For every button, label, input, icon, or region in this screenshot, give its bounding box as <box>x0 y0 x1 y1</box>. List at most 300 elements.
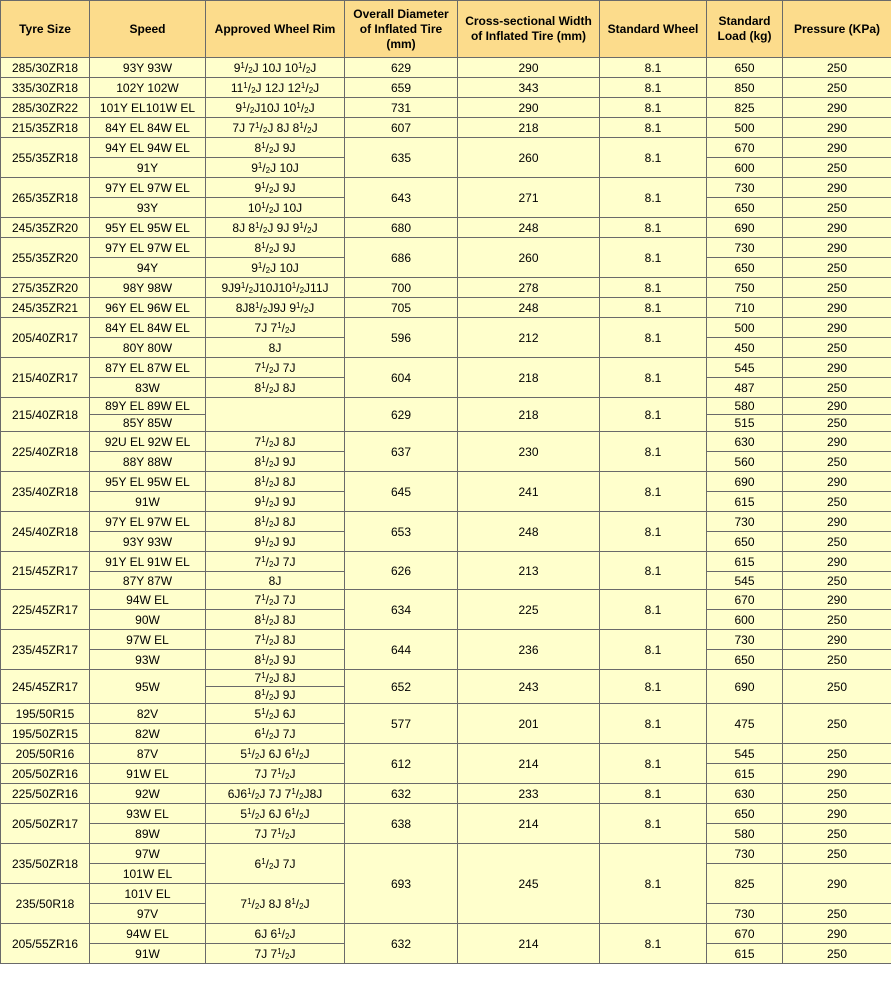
table-row <box>1 924 891 944</box>
cell-diameter: 653 <box>345 512 458 552</box>
table-row <box>1 630 891 650</box>
cell-tyre-size: 225/45ZR17 <box>1 590 90 630</box>
table-row <box>1 178 891 198</box>
cell-rim: $7^1/_2J$ 7J <box>206 590 345 610</box>
cell-rim: 7J $7^1/_2J$ <box>206 318 345 338</box>
cell-load: 615 <box>707 492 783 512</box>
cell-load: 670 <box>707 590 783 610</box>
header-standard-load: Standard Load (kg) <box>707 1 783 58</box>
cell-pressure: 250 <box>783 944 891 964</box>
cell-speed: 95Y EL 95W EL <box>90 472 206 492</box>
cell-width: 214 <box>458 924 600 964</box>
cell-speed: 94Y <box>90 258 206 278</box>
cell-load: 450 <box>707 338 783 358</box>
cell-speed: 96Y EL 96W EL <box>90 298 206 318</box>
cell-pressure: 250 <box>783 158 891 178</box>
cell-load: 670 <box>707 138 783 158</box>
cell-pressure: 290 <box>783 318 891 338</box>
table-row <box>1 704 891 724</box>
cell-tyre-size: 245/45ZR17 <box>1 670 90 704</box>
cell-wheel: 8.1 <box>600 630 707 670</box>
cell-pressure: 250 <box>783 532 891 552</box>
cell-pressure: 290 <box>783 98 891 118</box>
cell-wheel: 8.1 <box>600 472 707 512</box>
cell-rim: $9^1/_2J$ 10J <box>206 158 345 178</box>
cell-wheel: 8.1 <box>600 432 707 472</box>
header-standard-wheel: Standard Wheel <box>600 1 707 58</box>
cell-width: 218 <box>458 358 600 398</box>
cell-width: 248 <box>458 298 600 318</box>
cell-pressure: 290 <box>783 218 891 238</box>
cell-speed: 91W <box>90 492 206 512</box>
cell-load: 730 <box>707 904 783 924</box>
cell-pressure: 250 <box>783 415 891 432</box>
table-row <box>1 670 891 687</box>
cell-diameter: 612 <box>345 744 458 784</box>
cell-tyre-size: 205/50ZR17 <box>1 804 90 844</box>
cell-tyre-size: 215/35ZR18 <box>1 118 90 138</box>
cell-speed: 85Y 85W <box>90 415 206 432</box>
cell-load: 580 <box>707 398 783 415</box>
cell-pressure: 290 <box>783 630 891 650</box>
cell-wheel: 8.1 <box>600 512 707 552</box>
cell-wheel: 8.1 <box>600 278 707 298</box>
cell-width: 212 <box>458 318 600 358</box>
cell-width: 230 <box>458 432 600 472</box>
cell-speed: 82V <box>90 704 206 724</box>
cell-pressure: 290 <box>783 472 891 492</box>
cell-speed: 89W <box>90 824 206 844</box>
cell-wheel: 8.1 <box>600 318 707 358</box>
cell-rim: $9^1/_2J$ 10J <box>206 258 345 278</box>
cell-pressure: 290 <box>783 138 891 158</box>
cell-pressure: 250 <box>783 452 891 472</box>
cell-rim: $8^1/_2J$ 8J <box>206 472 345 492</box>
cell-rim: $6J6^1/_2J$ 7J $7^1/_2J8J$ <box>206 784 345 804</box>
cell-load: 650 <box>707 58 783 78</box>
cell-speed: 84Y EL 84W EL <box>90 318 206 338</box>
cell-diameter: 686 <box>345 238 458 278</box>
header-overall-diameter: Overall Diameter of Inflated Tire (mm) <box>345 1 458 58</box>
cell-tyre-size: 235/50ZR18 <box>1 844 90 884</box>
cell-wheel: 8.1 <box>600 238 707 278</box>
cell-rim: $10^1/_2J$ 10J <box>206 198 345 218</box>
cell-pressure: 250 <box>783 572 891 590</box>
cell-tyre-size: 285/30ZR18 <box>1 58 90 78</box>
cell-diameter: 629 <box>345 398 458 432</box>
cell-pressure: 250 <box>783 704 891 744</box>
cell-diameter: 607 <box>345 118 458 138</box>
cell-pressure: 290 <box>783 552 891 572</box>
cell-load: 730 <box>707 178 783 198</box>
cell-load: 475 <box>707 704 783 744</box>
cell-tyre-size: 235/50R18 <box>1 884 90 924</box>
cell-pressure: 250 <box>783 670 891 704</box>
cell-width: 236 <box>458 630 600 670</box>
cell-diameter: 705 <box>345 298 458 318</box>
cell-rim: $9J9^1/_2J10J10^1/_2J11J$ <box>206 278 345 298</box>
cell-width: 218 <box>458 398 600 432</box>
cell-width: 225 <box>458 590 600 630</box>
cell-wheel: 8.1 <box>600 178 707 218</box>
cell-wheel: 8.1 <box>600 98 707 118</box>
cell-diameter: 693 <box>345 844 458 924</box>
cell-speed: 87V <box>90 744 206 764</box>
cell-speed: 90W <box>90 610 206 630</box>
cell-rim: $7^1/_2J$ 8J <box>206 432 345 452</box>
cell-speed: 80Y 80W <box>90 338 206 358</box>
cell-diameter: 577 <box>345 704 458 744</box>
cell-rim: $8^1/_2J$ 8J <box>206 610 345 630</box>
cell-rim: $8J8^1/_2J9J$ $9^1/_2J$ <box>206 298 345 318</box>
cell-width: 214 <box>458 744 600 784</box>
cell-rim: $8^1/_2J$ 8J <box>206 378 345 398</box>
cell-width: 248 <box>458 512 600 552</box>
cell-rim: $9^1/_2J$ 9J <box>206 492 345 512</box>
cell-diameter: 626 <box>345 552 458 590</box>
cell-tyre-size: 215/45ZR17 <box>1 552 90 590</box>
cell-rim: $9^1/_2J$ 10J $10^1/_2J$ <box>206 58 345 78</box>
cell-wheel: 8.1 <box>600 552 707 590</box>
table-row <box>1 744 891 764</box>
cell-width: 218 <box>458 118 600 138</box>
cell-speed: 98Y 98W <box>90 278 206 298</box>
cell-width: 233 <box>458 784 600 804</box>
cell-pressure: 250 <box>783 198 891 218</box>
cell-tyre-size: 285/30ZR22 <box>1 98 90 118</box>
cell-width: 245 <box>458 844 600 924</box>
cell-pressure: 290 <box>783 512 891 532</box>
cell-rim: $9^1/_2J10J$ $10^1/_2J$ <box>206 98 345 118</box>
cell-pressure: 250 <box>783 824 891 844</box>
cell-load: 487 <box>707 378 783 398</box>
cell-wheel: 8.1 <box>600 118 707 138</box>
cell-rim: 7J $7^1/_2J$ <box>206 824 345 844</box>
cell-speed: 91W EL <box>90 764 206 784</box>
cell-rim: 8J <box>206 338 345 358</box>
cell-load: 730 <box>707 844 783 864</box>
cell-width: 214 <box>458 804 600 844</box>
cell-load: 650 <box>707 532 783 552</box>
cell-wheel: 8.1 <box>600 804 707 844</box>
cell-tyre-size: 255/35ZR18 <box>1 138 90 178</box>
cell-diameter: 632 <box>345 924 458 964</box>
cell-width: 260 <box>458 238 600 278</box>
cell-pressure: 250 <box>783 278 891 298</box>
cell-load: 730 <box>707 630 783 650</box>
table-row <box>1 398 891 415</box>
cell-tyre-size: 205/50R16 <box>1 744 90 764</box>
cell-speed: 94W EL <box>90 924 206 944</box>
cell-speed: 87Y EL 87W EL <box>90 358 206 378</box>
header-row <box>1 1 891 58</box>
cell-pressure: 250 <box>783 650 891 670</box>
cell-pressure: 290 <box>783 238 891 258</box>
cell-wheel: 8.1 <box>600 218 707 238</box>
cell-pressure: 290 <box>783 298 891 318</box>
cell-pressure: 250 <box>783 78 891 98</box>
cell-rim: $7^1/_2J$ 8J <box>206 630 345 650</box>
cell-load: 515 <box>707 415 783 432</box>
cell-diameter: 680 <box>345 218 458 238</box>
cell-rim: $7^1/_2J$ 8J <box>206 670 345 687</box>
cell-rim: $8^1/_2J$ 9J <box>206 238 345 258</box>
table-row <box>1 552 891 572</box>
table-row <box>1 98 891 118</box>
cell-diameter: 629 <box>345 58 458 78</box>
table-row <box>1 78 891 98</box>
cell-width: 248 <box>458 218 600 238</box>
cell-load: 630 <box>707 432 783 452</box>
cell-speed: 101V EL <box>90 884 206 904</box>
cell-rim: 7J $7^1/_2J$ <box>206 764 345 784</box>
cell-load: 500 <box>707 118 783 138</box>
cell-pressure: 290 <box>783 590 891 610</box>
cell-load: 825 <box>707 98 783 118</box>
cell-load: 710 <box>707 298 783 318</box>
cell-width: 290 <box>458 58 600 78</box>
cell-diameter: 638 <box>345 804 458 844</box>
cell-wheel: 8.1 <box>600 704 707 744</box>
cell-pressure: 290 <box>783 764 891 784</box>
cell-diameter: 645 <box>345 472 458 512</box>
cell-diameter: 634 <box>345 590 458 630</box>
cell-width: 201 <box>458 704 600 744</box>
cell-pressure: 290 <box>783 804 891 824</box>
cell-rim: 7J $7^1/_2J$ 8J $8^1/_2J$ <box>206 118 345 138</box>
cell-tyre-size: 245/35ZR20 <box>1 218 90 238</box>
cell-wheel: 8.1 <box>600 398 707 432</box>
cell-speed: 92U EL 92W EL <box>90 432 206 452</box>
cell-width: 278 <box>458 278 600 298</box>
cell-load: 545 <box>707 744 783 764</box>
cell-pressure: 250 <box>783 744 891 764</box>
header-tyre-size: Tyre Size <box>1 1 90 58</box>
cell-tyre-size: 245/35ZR21 <box>1 298 90 318</box>
cell-wheel: 8.1 <box>600 924 707 964</box>
cell-speed: 84Y EL 84W EL <box>90 118 206 138</box>
table-row <box>1 298 891 318</box>
cell-load: 730 <box>707 238 783 258</box>
cell-tyre-size: 235/45ZR17 <box>1 630 90 670</box>
cell-load: 615 <box>707 552 783 572</box>
table-row <box>1 844 891 864</box>
cell-load: 825 <box>707 864 783 904</box>
cell-rim: 7J $7^1/_2J$ <box>206 944 345 964</box>
cell-wheel: 8.1 <box>600 298 707 318</box>
cell-load: 650 <box>707 258 783 278</box>
cell-speed: 91Y <box>90 158 206 178</box>
cell-speed: 97W <box>90 844 206 864</box>
cell-speed: 101W EL <box>90 864 206 884</box>
table-row <box>1 318 891 338</box>
cell-wheel: 8.1 <box>600 78 707 98</box>
cell-diameter: 652 <box>345 670 458 704</box>
cell-rim: $8^1/_2J$ 9J <box>206 687 345 704</box>
cell-speed: 97V <box>90 904 206 924</box>
table-row <box>1 238 891 258</box>
cell-load: 615 <box>707 944 783 964</box>
cell-load: 630 <box>707 784 783 804</box>
cell-diameter: 635 <box>345 138 458 178</box>
cell-load: 580 <box>707 824 783 844</box>
cell-speed: 97W EL <box>90 630 206 650</box>
cell-rim: $7^1/_2J$ 7J <box>206 358 345 378</box>
cell-wheel: 8.1 <box>600 58 707 78</box>
cell-speed: 92W <box>90 784 206 804</box>
cell-tyre-size: 215/40ZR17 <box>1 358 90 398</box>
cell-tyre-size: 265/35ZR18 <box>1 178 90 218</box>
cell-rim: $8^1/_2J$ 8J <box>206 512 345 532</box>
cell-pressure: 290 <box>783 432 891 452</box>
cell-speed: 94W EL <box>90 590 206 610</box>
cell-tyre-size: 205/40ZR17 <box>1 318 90 358</box>
cell-rim: $8^1/_2J$ 9J <box>206 452 345 472</box>
cell-load: 650 <box>707 804 783 824</box>
cell-rim: $6^1/_2J$ 7J <box>206 724 345 744</box>
cell-pressure: 250 <box>783 784 891 804</box>
cell-load: 650 <box>707 198 783 218</box>
cell-pressure: 250 <box>783 338 891 358</box>
cell-pressure: 290 <box>783 118 891 138</box>
cell-diameter: 632 <box>345 784 458 804</box>
table-row <box>1 138 891 158</box>
cell-rim: 6J $6^1/_2J$ <box>206 924 345 944</box>
cell-speed: 93Y <box>90 198 206 218</box>
cell-load: 600 <box>707 610 783 630</box>
cell-speed: 93W EL <box>90 804 206 824</box>
cell-tyre-size: 225/50ZR16 <box>1 784 90 804</box>
cell-wheel: 8.1 <box>600 358 707 398</box>
cell-rim: $9^1/_2J$ 9J <box>206 532 345 552</box>
cell-rim <box>206 398 345 432</box>
cell-tyre-size: 215/40ZR18 <box>1 398 90 432</box>
cell-rim: $5^1/_2J$ 6J $6^1/_2J$ <box>206 744 345 764</box>
cell-wheel: 8.1 <box>600 744 707 784</box>
cell-load: 690 <box>707 670 783 704</box>
cell-diameter: 700 <box>345 278 458 298</box>
cell-pressure: 290 <box>783 398 891 415</box>
cell-speed: 101Y EL101W EL <box>90 98 206 118</box>
cell-speed: 97Y EL 97W EL <box>90 178 206 198</box>
cell-wheel: 8.1 <box>600 590 707 630</box>
cell-speed: 97Y EL 97W EL <box>90 512 206 532</box>
cell-load: 650 <box>707 650 783 670</box>
header-cross-sectional-width: Cross-sectional Width of Inflated Tire (mm) <box>458 1 600 58</box>
cell-wheel: 8.1 <box>600 784 707 804</box>
cell-load: 690 <box>707 472 783 492</box>
cell-load: 690 <box>707 218 783 238</box>
cell-diameter: 637 <box>345 432 458 472</box>
cell-rim: $8^1/_2J$ 9J <box>206 650 345 670</box>
table-row <box>1 432 891 452</box>
cell-load: 850 <box>707 78 783 98</box>
cell-rim: $5^1/_2J$ 6J <box>206 704 345 724</box>
cell-load: 545 <box>707 358 783 378</box>
cell-tyre-size: 205/50ZR16 <box>1 764 90 784</box>
cell-wheel: 8.1 <box>600 844 707 924</box>
cell-load: 560 <box>707 452 783 472</box>
cell-rim: $5^1/_2J$ 6J $6^1/_2J$ <box>206 804 345 824</box>
cell-diameter: 659 <box>345 78 458 98</box>
cell-pressure: 290 <box>783 358 891 378</box>
cell-speed: 102Y 102W <box>90 78 206 98</box>
table-row <box>1 118 891 138</box>
cell-tyre-size: 335/30ZR18 <box>1 78 90 98</box>
cell-rim: $8^1/_2J$ 9J <box>206 138 345 158</box>
table-row <box>1 278 891 298</box>
cell-speed: 95W <box>90 670 206 704</box>
header-approved-wheel-rim: Approved Wheel Rim <box>206 1 345 58</box>
cell-rim: 8J $8^1/_2J$ 9J $9^1/_2J$ <box>206 218 345 238</box>
cell-speed: 88Y 88W <box>90 452 206 472</box>
cell-pressure: 250 <box>783 610 891 630</box>
cell-diameter: 731 <box>345 98 458 118</box>
cell-pressure: 290 <box>783 924 891 944</box>
cell-width: 271 <box>458 178 600 218</box>
table-row <box>1 358 891 378</box>
cell-speed: 97Y EL 97W EL <box>90 238 206 258</box>
cell-tyre-size: 275/35ZR20 <box>1 278 90 298</box>
cell-tyre-size: 195/50R15 <box>1 704 90 724</box>
cell-load: 750 <box>707 278 783 298</box>
cell-load: 600 <box>707 158 783 178</box>
cell-pressure: 250 <box>783 904 891 924</box>
header-pressure: Pressure (KPa) <box>783 1 891 58</box>
cell-speed: 93Y 93W <box>90 532 206 552</box>
cell-rim: $7^1/_2J$ 7J <box>206 552 345 572</box>
cell-width: 260 <box>458 138 600 178</box>
cell-tyre-size: 225/40ZR18 <box>1 432 90 472</box>
cell-speed: 83W <box>90 378 206 398</box>
cell-diameter: 644 <box>345 630 458 670</box>
cell-speed: 95Y EL 95W EL <box>90 218 206 238</box>
cell-diameter: 643 <box>345 178 458 218</box>
cell-load: 615 <box>707 764 783 784</box>
cell-rim: $11^1/_2J$ 12J $12^1/_2J$ <box>206 78 345 98</box>
cell-speed: 94Y EL 94W EL <box>90 138 206 158</box>
cell-pressure: 250 <box>783 378 891 398</box>
cell-tyre-size: 235/40ZR18 <box>1 472 90 512</box>
cell-load: 730 <box>707 512 783 532</box>
table-row <box>1 590 891 610</box>
cell-diameter: 596 <box>345 318 458 358</box>
table-row <box>1 472 891 492</box>
table-row <box>1 58 891 78</box>
cell-speed: 93Y 93W <box>90 58 206 78</box>
table-row <box>1 804 891 824</box>
cell-speed: 93W <box>90 650 206 670</box>
cell-tyre-size: 255/35ZR20 <box>1 238 90 278</box>
cell-load: 670 <box>707 924 783 944</box>
cell-pressure: 250 <box>783 258 891 278</box>
cell-width: 241 <box>458 472 600 512</box>
cell-pressure: 250 <box>783 844 891 864</box>
cell-speed: 91Y EL 91W EL <box>90 552 206 572</box>
cell-rim: 8J <box>206 572 345 590</box>
cell-pressure: 290 <box>783 178 891 198</box>
cell-wheel: 8.1 <box>600 138 707 178</box>
cell-width: 343 <box>458 78 600 98</box>
cell-load: 500 <box>707 318 783 338</box>
cell-wheel: 8.1 <box>600 670 707 704</box>
cell-speed: 82W <box>90 724 206 744</box>
cell-speed: 89Y EL 89W EL <box>90 398 206 415</box>
cell-speed: 87Y 87W <box>90 572 206 590</box>
cell-width: 213 <box>458 552 600 590</box>
table-row <box>1 512 891 532</box>
table-row <box>1 218 891 238</box>
